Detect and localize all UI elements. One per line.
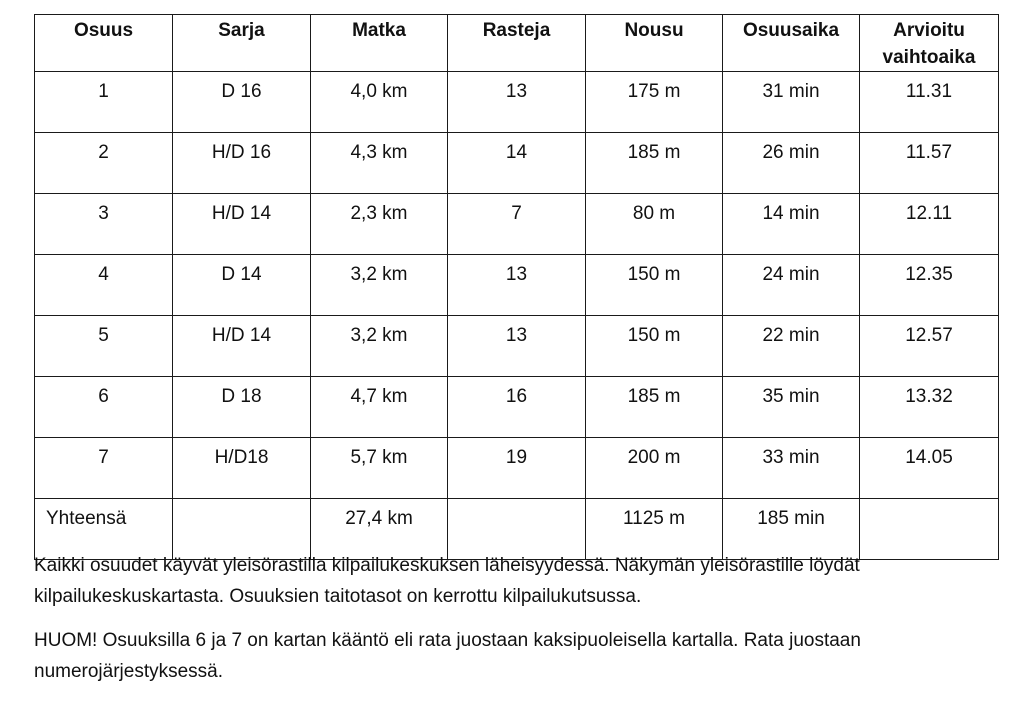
cell-vaihtoaika: 11.57: [860, 133, 999, 194]
header-rasteja: Rasteja: [448, 15, 586, 72]
cell-nousu: 185 m: [586, 377, 723, 438]
table-row: [35, 316, 999, 377]
cell-total-label: Yhteensä: [35, 499, 173, 560]
cell-rasteja: 13: [448, 255, 586, 316]
note-paragraph-yleisorasti: Kaikki osuudet käyvät yleisörastilla kilpailukeskuksen läheisyydessä. Näkymän yleisörastille löydät kilpailukeskuskartasta. Osuuksien taitotasot on kerrottu kilpailukutsussa.: [34, 555, 860, 607]
cell-osuusaika: 22 min: [723, 316, 860, 377]
header-matka: Matka: [311, 15, 448, 72]
table-row: [35, 133, 999, 194]
cell-matka: 3,2 km: [311, 255, 448, 316]
cell-osuus: 5: [35, 316, 173, 377]
table-row: [35, 72, 999, 133]
header-osuusaika: Osuusaika: [723, 15, 860, 72]
cell-rasteja: 13: [448, 72, 586, 133]
table-row: [35, 438, 999, 499]
cell-matka: 5,7 km: [311, 438, 448, 499]
cell-osuusaika: 26 min: [723, 133, 860, 194]
cell-osuus: 2: [35, 133, 173, 194]
cell-osuus: 7: [35, 438, 173, 499]
cell-rasteja: 13: [448, 316, 586, 377]
cell-osuusaika: 31 min: [723, 72, 860, 133]
cell-osuusaika: 35 min: [723, 377, 860, 438]
cell-rasteja: 19: [448, 438, 586, 499]
cell-sarja: H/D 16: [173, 133, 311, 194]
cell-total-nousu: 1125 m: [586, 499, 723, 560]
cell-nousu: 185 m: [586, 133, 723, 194]
cell-sarja: D 14: [173, 255, 311, 316]
cell-nousu: 200 m: [586, 438, 723, 499]
cell-vaihtoaika: 12.35: [860, 255, 999, 316]
cell-sarja: H/D 14: [173, 316, 311, 377]
table-row: [35, 377, 999, 438]
header-osuus: Osuus: [35, 15, 173, 72]
cell-matka: 4,0 km: [311, 72, 448, 133]
cell-nousu: 80 m: [586, 194, 723, 255]
cell-nousu: 175 m: [586, 72, 723, 133]
table-row: [35, 255, 999, 316]
note-paragraph-huom: HUOM! Osuuksilla 6 ja 7 on kartan kääntö eli rata juostaan kaksipuoleisella kartalla. Rata juostaan numerojärjestyksessä.: [34, 630, 861, 682]
cell-sarja: H/D18: [173, 438, 311, 499]
cell-osuus: 6: [35, 377, 173, 438]
cell-matka: 4,3 km: [311, 133, 448, 194]
notes-section: [34, 550, 994, 700]
cell-matka: 4,7 km: [311, 377, 448, 438]
cell-vaihtoaika: 11.31: [860, 72, 999, 133]
cell-sarja: H/D 14: [173, 194, 311, 255]
cell-sarja: D 18: [173, 377, 311, 438]
header-arvioitu-vaihtoaika: Arvioitu vaihtoaika: [860, 15, 999, 72]
cell-rasteja: 14: [448, 133, 586, 194]
cell-osuus: 1: [35, 72, 173, 133]
cell-total-matka: 27,4 km: [311, 499, 448, 560]
cell-osuusaika: 14 min: [723, 194, 860, 255]
cell-osuus: 3: [35, 194, 173, 255]
table-header-row: [35, 15, 999, 72]
cell-vaihtoaika: 12.57: [860, 316, 999, 377]
header-sarja: Sarja: [173, 15, 311, 72]
cell-vaihtoaika: 13.32: [860, 377, 999, 438]
cell-matka: 3,2 km: [311, 316, 448, 377]
relay-legs-table: [34, 14, 999, 560]
cell-osuusaika: 33 min: [723, 438, 860, 499]
cell-osuus: 4: [35, 255, 173, 316]
cell-matka: 2,3 km: [311, 194, 448, 255]
cell-rasteja: 16: [448, 377, 586, 438]
cell-nousu: 150 m: [586, 316, 723, 377]
cell-osuusaika: 24 min: [723, 255, 860, 316]
cell-total-osuusaika: 185 min: [723, 499, 860, 560]
header-nousu: Nousu: [586, 15, 723, 72]
cell-nousu: 150 m: [586, 255, 723, 316]
table-row: [35, 194, 999, 255]
cell-sarja: D 16: [173, 72, 311, 133]
cell-vaihtoaika: 12.11: [860, 194, 999, 255]
cell-rasteja: 7: [448, 194, 586, 255]
cell-vaihtoaika: 14.05: [860, 438, 999, 499]
